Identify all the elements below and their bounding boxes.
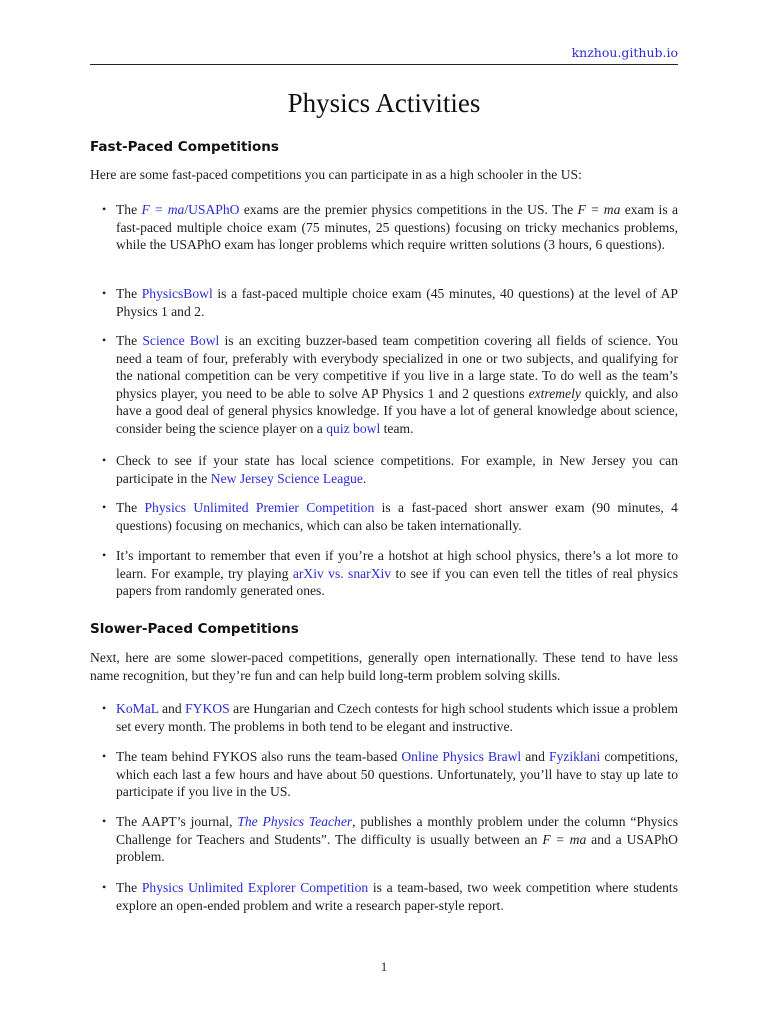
bullet-icon: • — [102, 453, 107, 467]
list-item: • The AAPT’s journal, The Physics Teacher, publishes a monthly problem under the column “Physics Challenge for Teachers and Students”. The difficulty is usually between an F = ma and a USAPhO problem. — [102, 814, 678, 865]
bullet-icon: • — [102, 286, 107, 300]
physics-teacher-link[interactable]: The Physics Teacher — [237, 814, 353, 829]
bullet-icon: • — [102, 814, 107, 828]
fma-link[interactable]: F = ma — [141, 202, 185, 217]
list-item: • The F = ma/USAPhO exams are the premier physics competitions in the US. The F = ma exam is a fast-paced multiple choice exam (75 minutes, 25 questions) focusing on tricky mechanics problems, while the USAPhO exam has longer problems which require written solutions (3 hours, 6 questions). — [102, 202, 679, 253]
list-item: • The Physics Unlimited Explorer Competition is a team-based, two week competition where students explore an open-ended problem and write a research paper-style report. — [102, 880, 678, 913]
nj-science-league-link[interactable]: New Jersey Science League — [210, 470, 363, 486]
bullet-icon: • — [102, 333, 107, 347]
list-item: • The Science Bowl is an exciting buzzer-based team competition covering all fields of science. You need a team of four, preferably with everybody specialized in one or two subjects, and qualifying for the national competition can be very competitive if you live in a large state. To do well as the team’s physics player, you need to be able to solve AP Physics 1 and 2 questions extremely quickly, and also have a good deal of general physics knowledge. If you have a lot of general knowledge about science, consider being the science player on a quiz bowl team. — [102, 333, 679, 436]
section-heading-fast: Fast-Paced Competitions — [90, 139, 279, 155]
section-intro-fast: Here are some fast-paced competitions you can participate in as a high schooler in the US: — [90, 167, 582, 182]
physics-unlimited-explorer-link[interactable]: Physics Unlimited Explorer Competition — [141, 880, 369, 895]
section-intro-slow: Next, here are some slower-paced competitions, generally open internationally. These tend to have less name recognition, but they’re fun and can help build long-term problem solving skills. — [90, 650, 678, 683]
list-item: • The team behind FYKOS also runs the team-based Online Physics Brawl and Fyziklani competitions, which each last a few hours and have about 50 questions. Unfortunately, you’ll have to stay up late to participate if you live in the US. — [102, 749, 678, 800]
list-item: • KoMaL and FYKOS are Hungarian and Czech contests for high school students which issue a problem set every month. The problems in both tend to be elegant and instructive. — [102, 701, 678, 734]
bullet-icon: • — [102, 202, 107, 216]
science-bowl-link[interactable]: Science Bowl — [142, 333, 220, 348]
site-link[interactable]: knzhou.github.io — [571, 45, 678, 60]
page-title: Physics Activities — [287, 88, 481, 118]
usapho-link[interactable]: USAPhO — [188, 202, 240, 217]
physicsbowl-link[interactable]: PhysicsBowl — [141, 286, 213, 301]
bullet-icon: • — [102, 548, 107, 562]
komal-link[interactable]: KoMaL — [116, 701, 159, 716]
bullet-icon: • — [102, 880, 107, 894]
bullet-icon: • — [102, 500, 107, 514]
physics-unlimited-premier-link[interactable]: Physics Unlimited Premier Competition — [144, 500, 375, 515]
site-header — [90, 45, 678, 60]
bullet-icon: • — [102, 749, 107, 763]
online-physics-brawl-link[interactable]: Online Physics Brawl — [401, 749, 522, 764]
list-item: • The Physics Unlimited Premier Competition is a fast-paced short answer exam (90 minutes, 4 questions) focusing on mechanics, which can also be taken internationally. — [102, 500, 678, 533]
page-number: 1 — [380, 960, 388, 974]
fyziklani-link[interactable]: Fyziklani — [548, 749, 601, 764]
bullet-icon: • — [102, 701, 107, 715]
quiz-bowl-link[interactable]: quiz bowl — [326, 420, 381, 436]
header-rule — [90, 64, 678, 65]
list-item: • Check to see if your state has local science competitions. For example, in New Jersey you can participate in the New Jersey Science League. — [102, 453, 678, 486]
list-item: • The PhysicsBowl is a fast-paced multiple choice exam (45 minutes, 40 questions) at the level of AP Physics 1 and 2. — [102, 286, 678, 319]
section-heading-slow: Slower-Paced Competitions — [90, 621, 299, 637]
list-item: • It’s important to remember that even if you’re a hotshot at high school physics, there’s a lot more to learn. For example, try playing arXiv vs. snarXiv to see if you can even tell the titles of real physics papers from randomly generated ones. — [102, 548, 679, 599]
arxiv-snarxiv-link[interactable]: arXiv vs. snarXiv — [292, 565, 392, 581]
fykos-link[interactable]: FYKOS — [185, 701, 230, 716]
